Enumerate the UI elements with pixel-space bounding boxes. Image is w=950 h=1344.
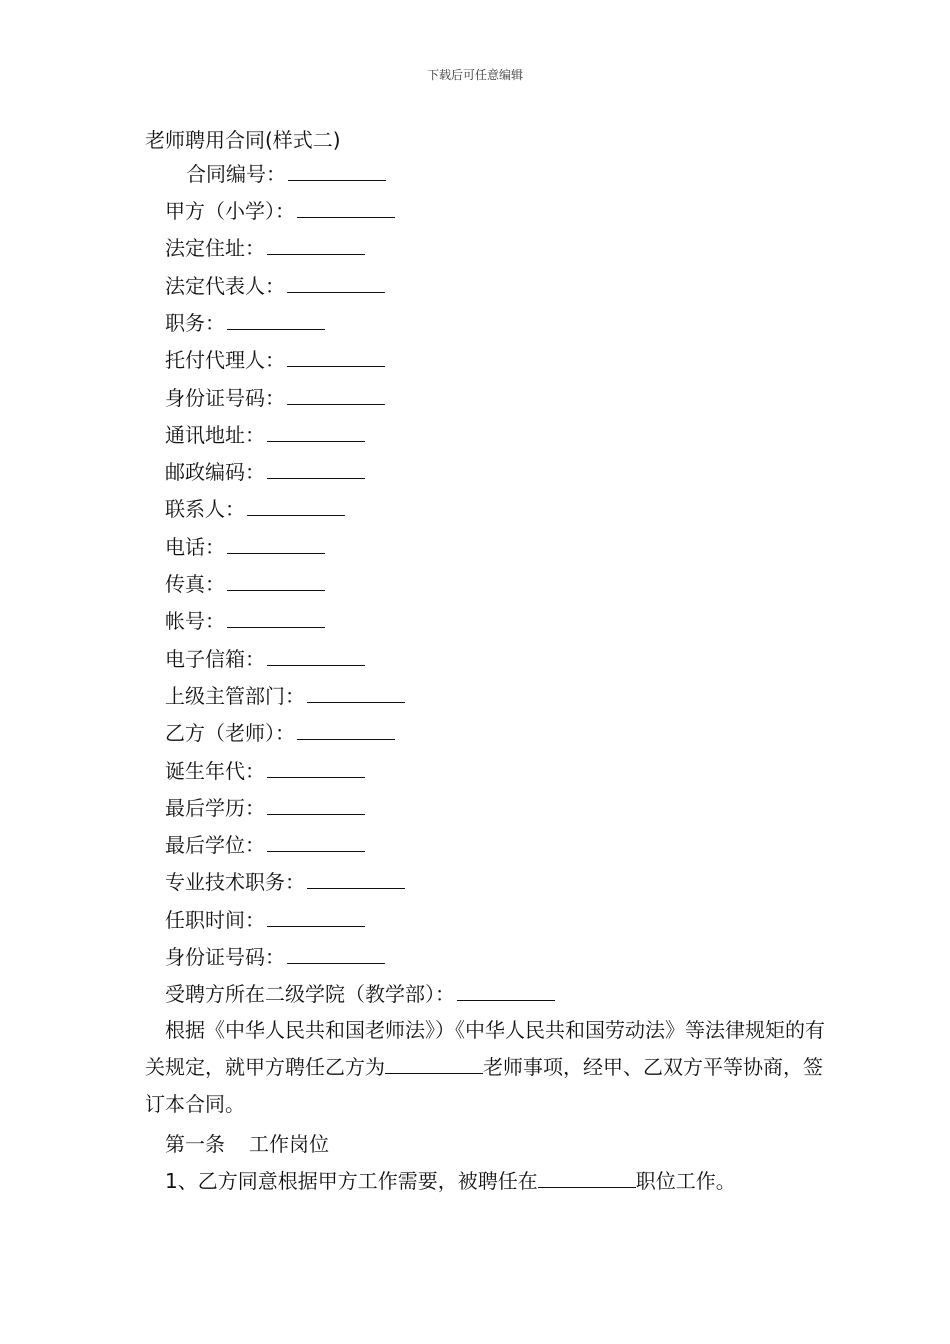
field-label: 托付代理人： xyxy=(165,348,285,372)
form-field xyxy=(165,458,365,485)
field-blank[interactable] xyxy=(267,757,365,778)
field-blank[interactable] xyxy=(287,346,385,367)
form-field xyxy=(165,197,395,224)
contract-number-label: 合同编号： xyxy=(186,162,286,186)
field-label: 受聘方所在二级学院（教学部）： xyxy=(165,982,455,1006)
form-field xyxy=(165,645,365,672)
form-field xyxy=(165,719,395,746)
clause-1 xyxy=(165,1165,736,1194)
field-blank[interactable] xyxy=(297,719,395,740)
form-field xyxy=(165,607,325,634)
field-blank[interactable] xyxy=(457,980,555,1001)
field-blank[interactable] xyxy=(267,794,365,815)
field-blank[interactable] xyxy=(267,458,365,479)
form-field xyxy=(165,421,365,448)
form-field xyxy=(165,794,365,821)
field-label: 最后学历： xyxy=(165,796,265,820)
article-number: 第一条 xyxy=(165,1132,225,1156)
field-label: 最后学位： xyxy=(165,833,265,857)
contract-number-blank[interactable] xyxy=(288,160,386,181)
field-blank[interactable] xyxy=(267,421,365,442)
field-label: 任职时间： xyxy=(165,908,265,932)
contract-number-field xyxy=(186,160,386,187)
field-label: 身份证号码： xyxy=(165,945,285,969)
form-field xyxy=(165,682,405,709)
field-label: 甲方（小学）： xyxy=(165,199,295,223)
field-label: 身份证号码： xyxy=(165,386,285,410)
form-field xyxy=(165,831,365,858)
teacher-type-blank[interactable] xyxy=(385,1053,483,1074)
field-blank[interactable] xyxy=(287,943,385,964)
field-label: 职务： xyxy=(165,311,225,335)
field-label: 联系人： xyxy=(165,497,245,521)
position-blank[interactable] xyxy=(538,1167,636,1188)
field-label: 法定代表人： xyxy=(165,274,285,298)
clause-text-part1: 1、乙方同意根据甲方工作需要，被聘任在 xyxy=(165,1169,538,1193)
form-field xyxy=(165,943,385,970)
form-field xyxy=(165,346,385,373)
document-title: 老师聘用合同(样式二) xyxy=(145,128,341,152)
field-label: 电子信箱： xyxy=(165,647,265,671)
field-blank[interactable] xyxy=(227,309,325,330)
field-blank[interactable] xyxy=(307,868,405,889)
form-field xyxy=(165,384,385,411)
field-blank[interactable] xyxy=(247,495,345,516)
page-header: 下载后可任意编辑 xyxy=(426,68,523,82)
form-field xyxy=(165,495,345,522)
field-blank[interactable] xyxy=(227,607,325,628)
field-label: 乙方（老师）： xyxy=(165,721,295,745)
form-field xyxy=(165,272,385,299)
form-field xyxy=(165,757,365,784)
article-heading xyxy=(165,1128,329,1157)
form-field xyxy=(165,234,365,261)
form-field xyxy=(165,980,555,1007)
clause-text-part2: 职位工作。 xyxy=(635,1169,736,1193)
field-label: 邮政编码： xyxy=(165,460,265,484)
form-field xyxy=(165,906,365,933)
field-label: 通讯地址： xyxy=(165,423,265,447)
field-blank[interactable] xyxy=(267,906,365,927)
intro-text-part2: 老师事项，经甲、乙双方平等协商，签订本合同。 xyxy=(145,1055,823,1116)
form-field xyxy=(165,868,405,895)
field-blank[interactable] xyxy=(297,197,395,218)
field-blank[interactable] xyxy=(307,682,405,703)
field-label: 上级主管部门： xyxy=(165,684,305,708)
field-label: 法定住址： xyxy=(165,236,265,260)
field-blank[interactable] xyxy=(227,533,325,554)
field-blank[interactable] xyxy=(267,645,365,666)
field-blank[interactable] xyxy=(287,272,385,293)
article-title: 工作岗位 xyxy=(249,1132,329,1156)
intro-paragraph xyxy=(145,1012,825,1123)
field-blank[interactable] xyxy=(267,831,365,852)
field-blank[interactable] xyxy=(267,234,365,255)
form-field xyxy=(165,309,325,336)
form-field xyxy=(165,570,325,597)
field-label: 传真： xyxy=(165,572,225,596)
field-blank[interactable] xyxy=(287,384,385,405)
field-label: 帐号： xyxy=(165,609,225,633)
field-label: 专业技术职务： xyxy=(165,870,305,894)
field-label: 诞生年代： xyxy=(165,759,265,783)
field-label: 电话： xyxy=(165,535,225,559)
intro-text-part1: 根据《中华人民共和国老师法》）《中华人民共和国劳动法》等法律规矩的有关规定，就甲方聘任乙方为 xyxy=(145,1018,825,1079)
field-blank[interactable] xyxy=(227,570,325,591)
form-field xyxy=(165,533,325,560)
